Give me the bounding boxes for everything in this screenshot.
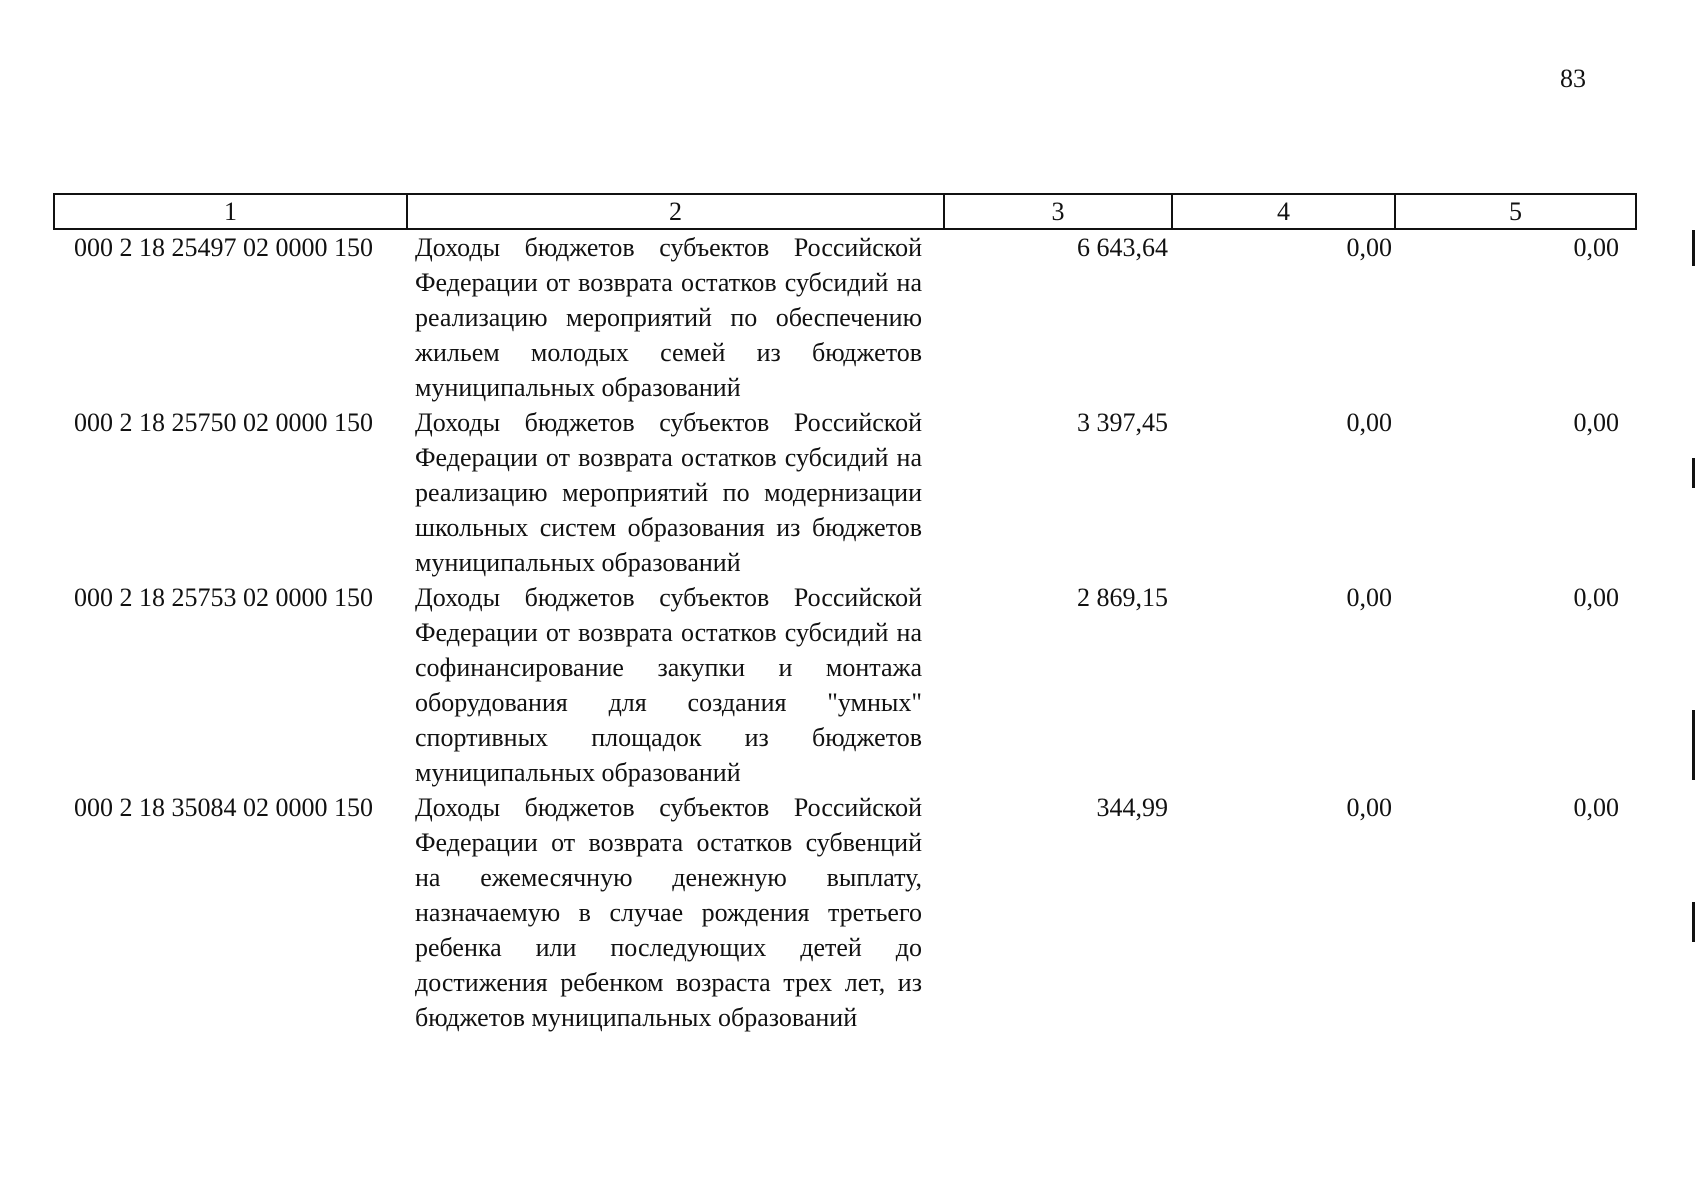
budget-code: 000 2 18 35084 02 0000 150 xyxy=(74,793,373,822)
amount-col3: 3 397,45 xyxy=(1077,408,1168,437)
amount-col5: 0,00 xyxy=(1573,233,1619,262)
amount-col5: 0,00 xyxy=(1573,793,1619,822)
table-row xyxy=(54,405,1636,580)
table-row xyxy=(54,790,1636,1035)
revenue-description: Доходы бюджетов субъектов Российской Федерации от возврата остатков субвенций на ежемесячную денежную выплату, назначаемую в случае рождения третьего ребенка или последующих детей до достижения ребенком возраста трех лет, из бюджетов муниципальных образований xyxy=(415,793,922,1032)
column-header-4: 4 xyxy=(1172,194,1395,229)
amount-col4: 0,00 xyxy=(1346,408,1392,437)
budget-code: 000 2 18 25497 02 0000 150 xyxy=(74,233,373,262)
table-row xyxy=(54,580,1636,790)
revenue-description: Доходы бюджетов субъектов Российской Федерации от возврата остатков субсидий на софинансирование закупки и монтажа оборудования для создания "умных" спортивных площадок из бюджетов муниципальных образований xyxy=(415,583,922,787)
amount-col4: 0,00 xyxy=(1346,793,1392,822)
scan-edge-marks xyxy=(1692,230,1696,990)
revenue-description: Доходы бюджетов субъектов Российской Федерации от возврата остатков субсидий на реализацию мероприятий по модернизации школьных систем образования из бюджетов муниципальных образований xyxy=(415,408,922,577)
amount-col3: 2 869,15 xyxy=(1077,583,1168,612)
revenue-description: Доходы бюджетов субъектов Российской Федерации от возврата остатков субсидий на реализацию мероприятий по обеспечению жильем молодых семей из бюджетов муниципальных образований xyxy=(415,233,922,402)
amount-col5: 0,00 xyxy=(1573,408,1619,437)
budget-revenue-table xyxy=(53,193,1637,1035)
amount-col5: 0,00 xyxy=(1573,583,1619,612)
column-header-5: 5 xyxy=(1395,194,1636,229)
page-number: 83 xyxy=(1560,64,1586,93)
amount-col4: 0,00 xyxy=(1346,583,1392,612)
budget-code: 000 2 18 25750 02 0000 150 xyxy=(74,408,373,437)
column-header-2: 2 xyxy=(407,194,944,229)
amount-col3: 344,99 xyxy=(1096,793,1168,822)
table-header-row xyxy=(54,194,1636,229)
column-header-3: 3 xyxy=(944,194,1172,229)
table-row xyxy=(54,229,1636,405)
column-header-1: 1 xyxy=(54,194,407,229)
amount-col4: 0,00 xyxy=(1346,233,1392,262)
budget-code: 000 2 18 25753 02 0000 150 xyxy=(74,583,373,612)
amount-col3: 6 643,64 xyxy=(1077,233,1168,262)
